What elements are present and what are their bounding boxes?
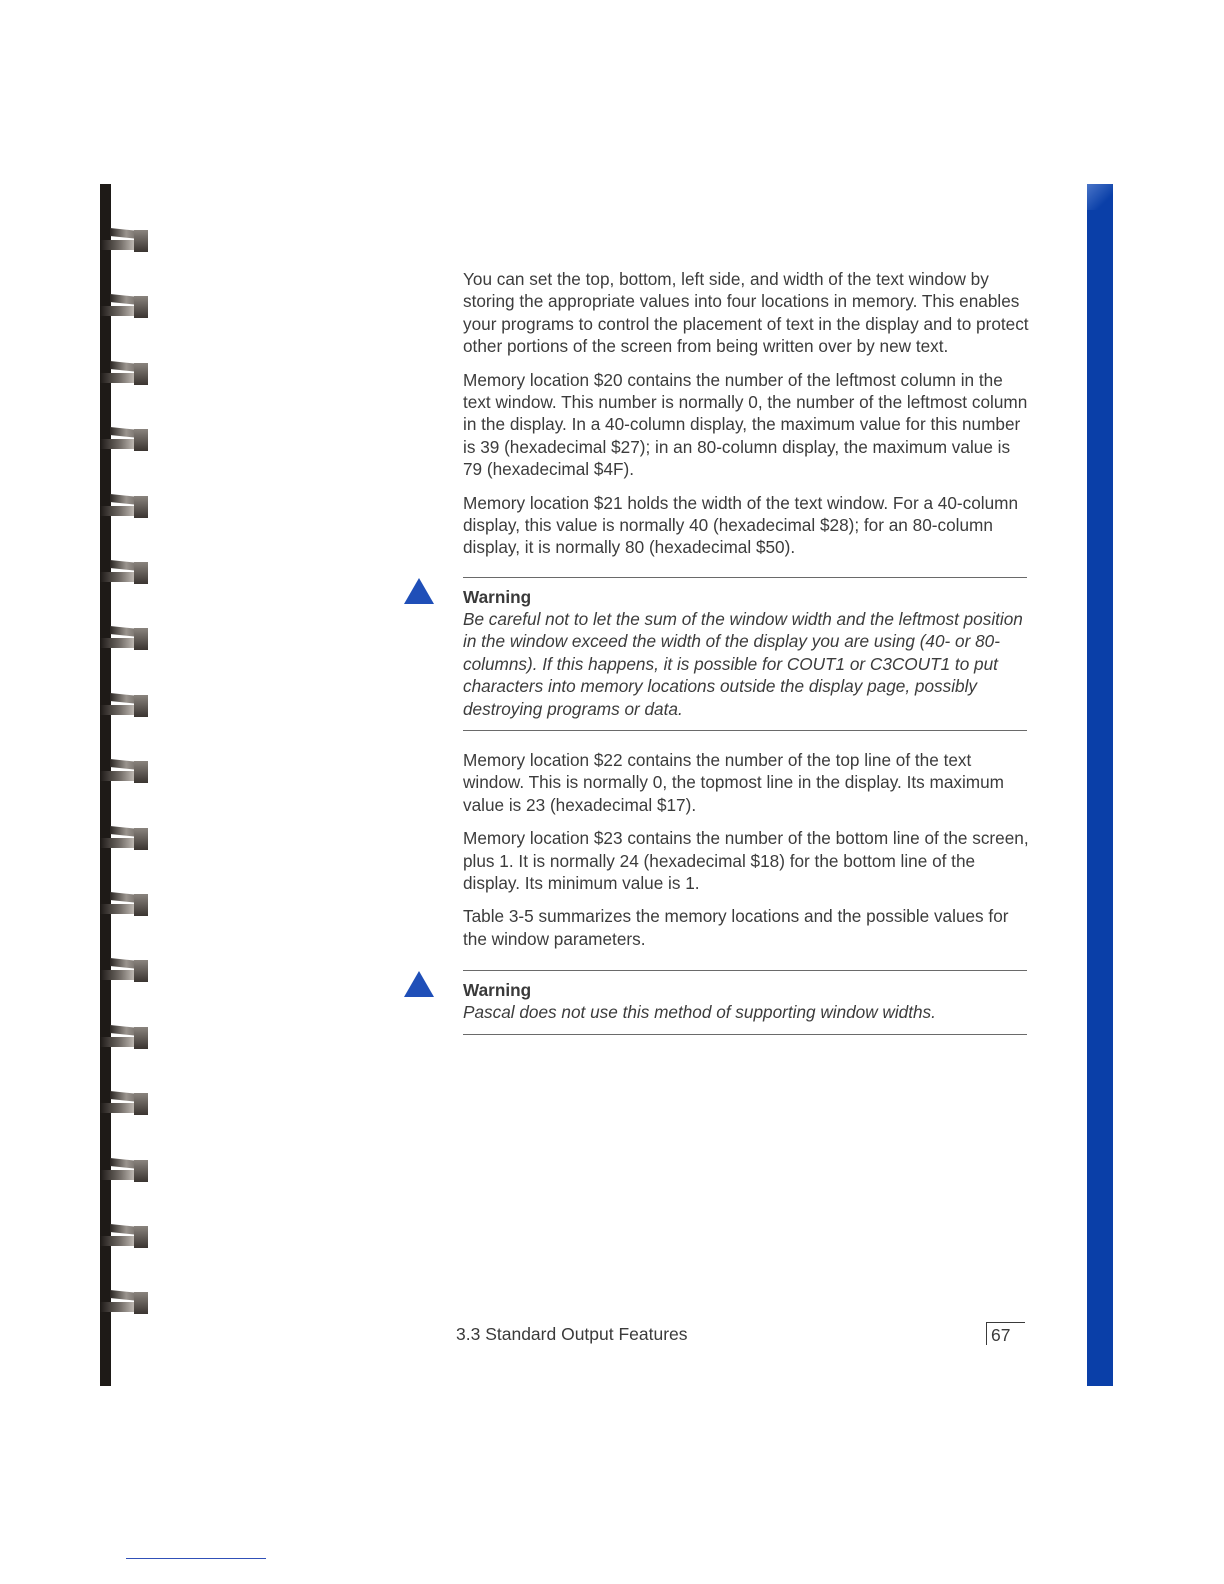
- binding-ring: [100, 958, 152, 998]
- binding-ring: [100, 1091, 152, 1131]
- warning-title: Warning: [463, 586, 532, 607]
- spiral-binding: [100, 184, 152, 1386]
- paragraph-window-width: Memory location $21 holds the width of the text window. For a 40-column display, this value is normally 40 (hexadecimal $28); for an 80-column display, it is normally 80 (hexadecimal $50).: [463, 492, 1019, 558]
- warning-title: Warning: [463, 980, 532, 1001]
- binding-ring: [100, 693, 152, 733]
- warning-triangle-icon: [403, 577, 435, 605]
- footer-section-title: 3.3 Standard Output Features: [456, 1324, 688, 1344]
- binding-ring: [100, 1290, 152, 1330]
- binding-ring: [100, 1224, 152, 1264]
- paragraph-table-reference: Table 3-5 summarizes the memory locations and the possible values for the window parameters.: [463, 906, 1009, 949]
- binding-ring: [100, 626, 152, 666]
- binding-ring: [100, 1158, 152, 1198]
- warning-bottom-rule: [463, 1034, 1027, 1035]
- warning-triangle-icon: [403, 970, 435, 998]
- page-number: 67: [986, 1322, 1025, 1345]
- binding-ring: [100, 892, 152, 932]
- binding-ring: [100, 494, 152, 534]
- binding-ring: [100, 1025, 152, 1065]
- warning-bottom-rule: [463, 730, 1027, 731]
- binding-ring: [100, 294, 152, 334]
- warning-box-pascal: [463, 970, 1029, 1034]
- page-content: [463, 268, 1029, 1053]
- bottom-divider: [126, 1558, 266, 1559]
- warning-text: Pascal does not use this method of supporting window widths.: [463, 1002, 936, 1023]
- binding-ring: [100, 826, 152, 866]
- warning-text: Be careful not to let the sum of the window width and the leftmost position in the window exceed the width of the display you are using (40- or 80-columns). If this happens, it is possible for COUT1 or C3COUT1 to put characters into memory locations outside the display page, possibly destroying programs or data.: [463, 608, 1023, 719]
- paragraph-bottom-line: Memory location $23 contains the number of the bottom line of the screen, plus 1. It is normally 24 (hexadecimal $18) for the bottom line of the display. Its minimum value is 1.: [463, 828, 1029, 893]
- binding-ring: [100, 228, 152, 268]
- binding-ring: [100, 427, 152, 467]
- binding-ring: [100, 759, 152, 799]
- binding-ring: [100, 560, 152, 600]
- section-edge-tab: [1087, 184, 1113, 1386]
- paragraph-intro: You can set the top, bottom, left side, and width of the text window by storing the appropriate values into four locations in memory. This enables your programs to control the placement of text in the display and to protect other portions of the screen from being written over by new text.: [463, 269, 1029, 357]
- warning-box-window-width: [463, 577, 1029, 731]
- binding-ring: [100, 361, 152, 401]
- paragraph-leftmost-column: Memory location $20 contains the number of the leftmost column in the text window. This number is normally 0, the number of the leftmost column in the display. In a 40-column display, the maximum value for this number is 39 (hexadecimal $27); in an 80-column display, the maximum value is 79 (hexadecimal $4F).: [463, 369, 1028, 480]
- paragraph-top-line: Memory location $22 contains the number of the top line of the text window. This is normally 0, the topmost line in the display. Its maximum value is 23 (hexadecimal $17).: [463, 749, 1004, 815]
